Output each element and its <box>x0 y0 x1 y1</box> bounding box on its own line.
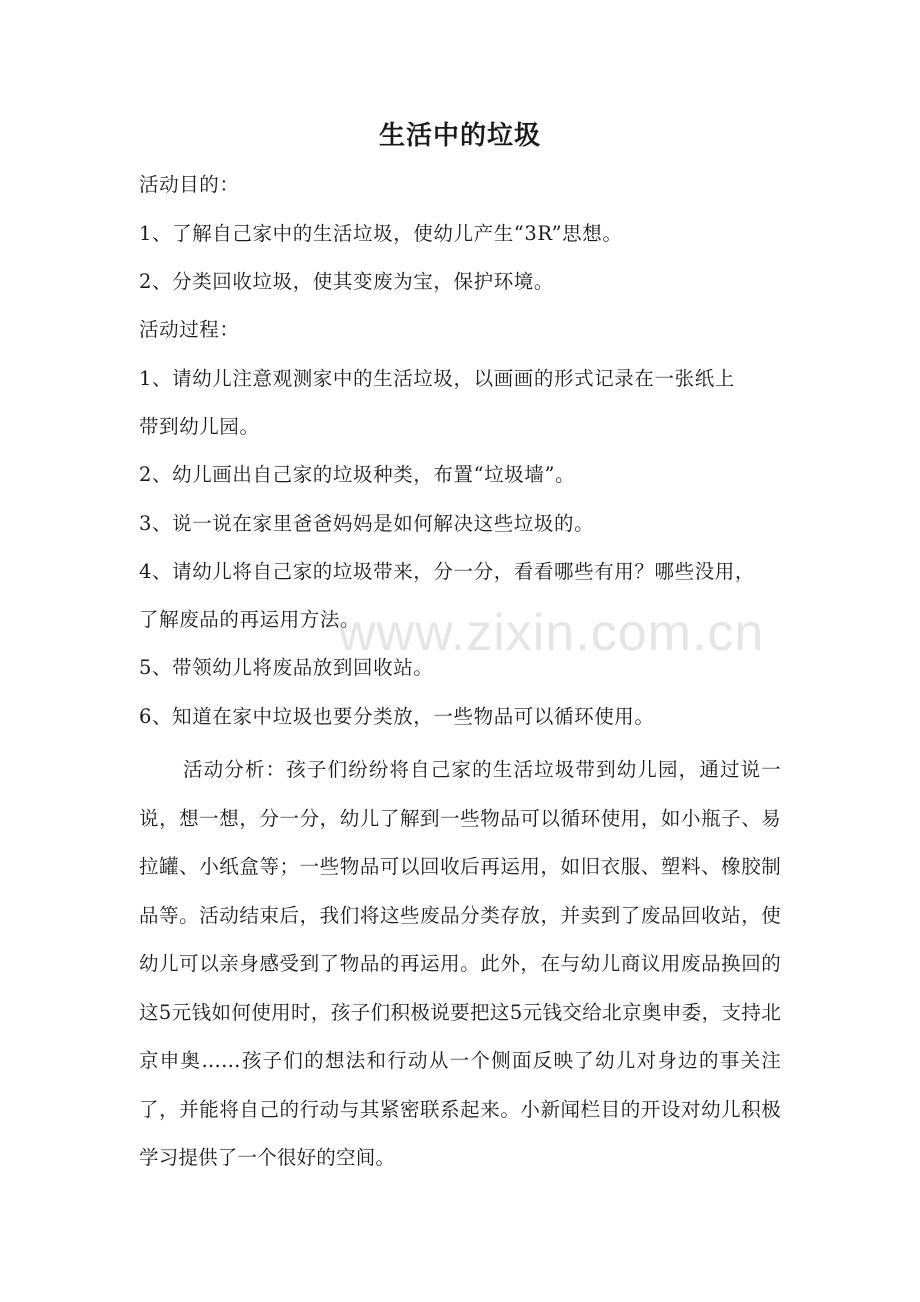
goal-item-1: 1、了解自己家中的生活垃圾，使幼儿产生“3R”思想。 <box>139 222 623 245</box>
process-item-1-continued: 带到幼儿园。 <box>139 415 260 438</box>
process-item-3: 3、说一说在家里爸爸妈妈是如何解决这些垃圾的。 <box>139 512 595 535</box>
process-item-4-continued: 了解废品的再运用方法。 <box>139 608 361 631</box>
process-item-4: 4、请幼儿将自己家的垃圾带来，分一分，看看哪些有用？哪些没用， <box>139 560 756 583</box>
analysis-paragraph: 活动分析：孩子们纷纷将自己家的生活垃圾带到幼儿园，通过说一说，想一想，分一分，幼儿了解到一些物品可以循环使用，如小瓶子、易拉罐、小纸盒等；一些物品可以回收后再运用，如旧衣服、塑料、橡胶制品等。活动结束后，我们将这些废品分类存放，并卖到了废品回收站，使幼儿可以亲身感受到了物品的再运用。此外，在与幼儿商议用废品换回的这5元钱如何使用时，孩子们积极说要把这5元钱交给北京奥申委，支持北京申奥……孩子们的想法和行动从一个侧面反映了幼儿对身边的事关注了，并能将自己的行动与其紧密联系起来。小新闻栏目的开设对幼儿积极学习提供了一个很好的空间。 <box>139 758 781 1169</box>
goal-item-2: 2、分类回收垃圾，使其变废为宝，保护环境。 <box>139 270 555 293</box>
process-item-1: 1、请幼儿注意观测家中的生活垃圾，以画画的形式记录在一张纸上 <box>139 367 735 390</box>
process-item-6: 6、知道在家中垃圾也要分类放，一些物品可以循环使用。 <box>139 705 655 728</box>
section-heading-process: 活动过程： <box>139 318 240 341</box>
document-title: 生活中的垃圾 <box>378 121 541 151</box>
watermark: www.zixin.com.cn <box>338 604 765 662</box>
process-item-5: 5、带领幼儿将废品放到回收站。 <box>139 656 434 679</box>
process-item-2: 2、幼儿画出自己家的垃圾种类，布置“垃圾墙”。 <box>139 463 576 486</box>
section-heading-goals: 活动目的： <box>139 173 240 196</box>
